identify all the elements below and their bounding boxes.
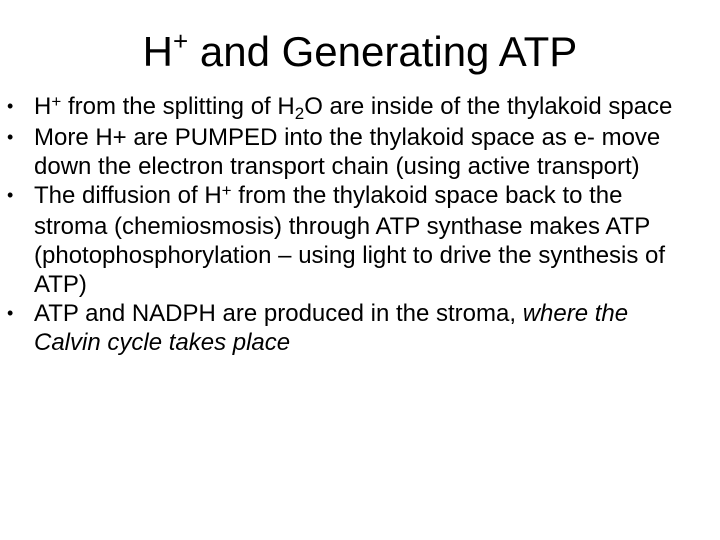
bullet-4-plain: ATP and NADPH are produced in the stroma, bbox=[34, 300, 523, 327]
bullet-1-part-3: O are inside of the thylakoid space bbox=[304, 93, 673, 120]
bullet-1-superscript: + bbox=[51, 92, 62, 111]
bullet-3-superscript: + bbox=[221, 181, 232, 200]
bullet-dot-icon: • bbox=[7, 127, 14, 147]
bullet-2-text: More H+ are PUMPED into the thylakoid space as e- move down the electron transport chain (using active transport) bbox=[34, 124, 661, 180]
bullet-3-part-1: The diffusion of H bbox=[34, 182, 222, 209]
bullet-dot-icon: • bbox=[7, 303, 14, 323]
bullet-item-pumping bbox=[0, 123, 694, 181]
bullet-item-products bbox=[0, 299, 694, 357]
bullet-item-diffusion bbox=[0, 181, 694, 299]
title-rest: and Generating ATP bbox=[188, 28, 578, 75]
slide-title bbox=[0, 26, 720, 83]
bullet-list bbox=[0, 92, 720, 357]
title-prefix: H bbox=[142, 28, 173, 75]
bullet-4-italic: where the Calvin cycle takes place bbox=[34, 300, 629, 356]
bullet-dot-icon: • bbox=[7, 185, 14, 205]
title-superscript: + bbox=[173, 26, 189, 56]
bullet-1-part-1: H bbox=[34, 93, 52, 120]
bullet-3-part-2: from the thylakoid space back to the stroma (chemiosmosis) through ATP synthase makes ATP (photophosphorylation – using light to drive the synthesis of ATP) bbox=[34, 182, 666, 298]
bullet-1-subscript: 2 bbox=[294, 104, 305, 123]
bullet-1-part-2: from the splitting of H bbox=[61, 93, 295, 120]
bullet-dot-icon: • bbox=[7, 96, 14, 116]
bullet-item-hydrogen-source bbox=[0, 92, 694, 123]
